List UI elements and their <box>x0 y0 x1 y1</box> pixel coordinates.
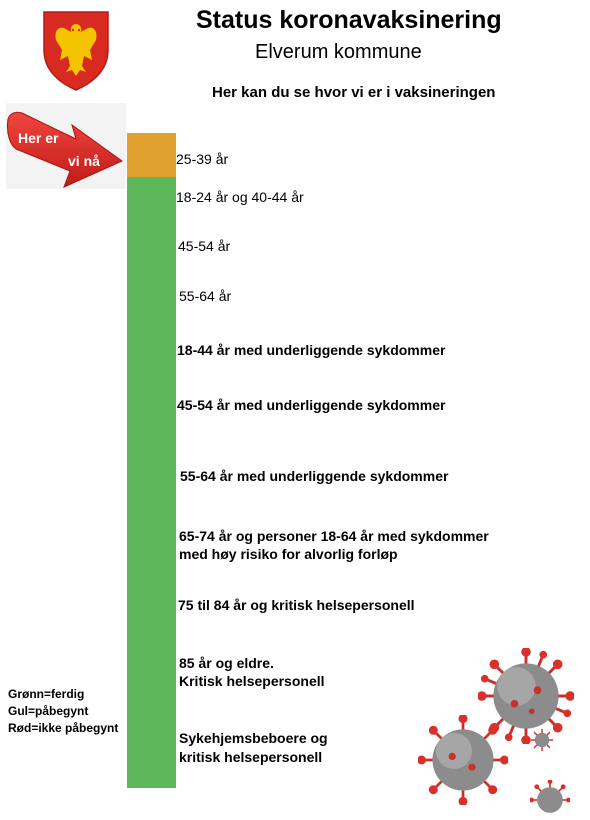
step-label: 75 til 84 år og kritisk helsepersonell <box>178 597 415 613</box>
progress-segment-done <box>127 177 176 788</box>
indicator-label-line2: vi nå <box>68 153 100 169</box>
step-label-line2: Kritisk helsepersonell <box>179 673 325 689</box>
step-label: 18-44 år med underliggende sykdommer <box>177 342 446 358</box>
municipality-name: Elverum kommune <box>255 41 422 63</box>
page-title: Status koronavaksinering <box>196 6 502 34</box>
step-label: 45-54 år <box>178 238 231 254</box>
step-label: 65-74 år og personer 18-64 år med sykdommer <box>179 528 489 544</box>
legend-red: Rød=ikke påbegynt <box>8 721 119 735</box>
step-label: 45-54 år med underliggende sykdommer <box>177 397 446 413</box>
coronavirus-icon <box>418 715 508 805</box>
step-label: Sykehjemsbeboere og <box>179 730 328 746</box>
legend-green: Grønn=ferdig <box>8 687 85 701</box>
step-label-line2: med høy risiko for alvorlig forløp <box>179 546 398 562</box>
progress-segment-in-progress <box>127 133 176 177</box>
legend-yellow: Gul=påbegynt <box>8 704 89 718</box>
coat-of-arms-icon <box>42 10 110 92</box>
step-label-line2: kritisk helsepersonell <box>179 749 323 765</box>
coronavirus-icon <box>530 728 554 752</box>
step-label: 55-64 år <box>179 288 232 304</box>
step-label: 55-64 år med underliggende sykdommer <box>180 468 449 484</box>
red-arrow-icon <box>6 103 126 189</box>
indicator-label-line1: Her er <box>18 130 59 146</box>
step-label: 18-24 år og 40-44 år <box>176 189 304 205</box>
tagline: Her kan du se hvor vi er i vaksineringen <box>212 84 496 101</box>
step-label: 85 år og eldre. <box>179 655 274 671</box>
coronavirus-icon <box>530 780 570 820</box>
step-label: 25-39 år <box>176 151 229 167</box>
